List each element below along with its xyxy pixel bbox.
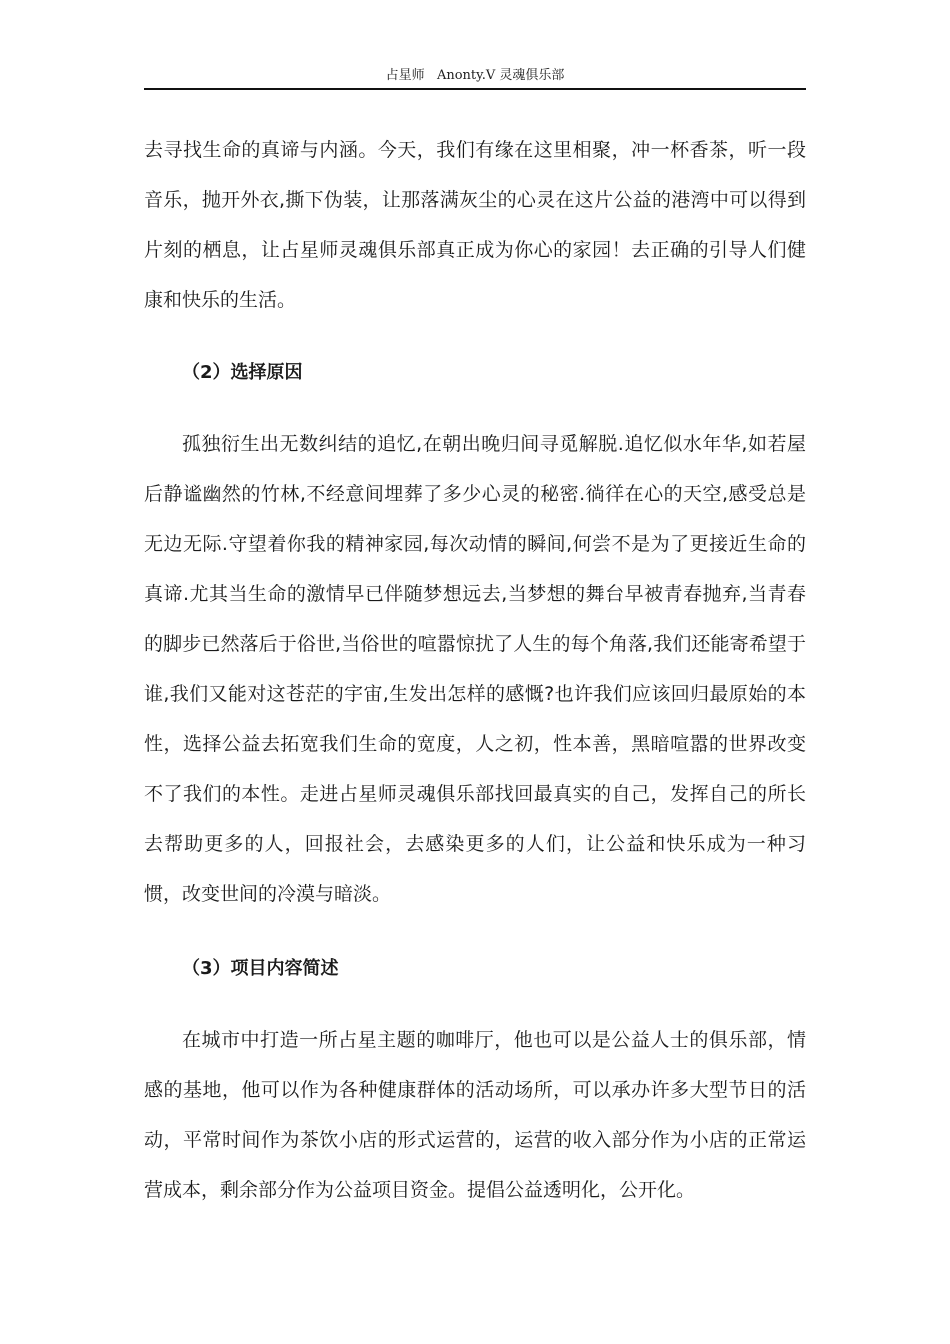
document-body <box>144 125 806 1215</box>
paragraph-reasons: 孤独衍生出无数纠结的追忆,在朝出晚归间寻觅解脱.追忆似水年华,如若屋后静谧幽然的竹林,不经意间埋葬了多少心灵的秘密.徜徉在心的天空,感受总是无边无际.守望着你我的精神家园,每次动情的瞬间,何尝不是为了更接近生命的真谛.尤其当生命的激情早已伴随梦想远去,当梦想的舞台早被青春抛弃,当青春的脚步已然落后于俗世,当俗世的喧嚣惊扰了人生的每个角落,我们还能寄希望于谁,我们又能对这苍茫的宇宙,生发出怎样的感慨?也许我们应该回归最原始的本性，选择公益去拓宽我们生命的宽度，人之初，性本善，黑暗喧嚣的世界改变不了我们的本性。走进占星师灵魂俱乐部找回最真实的自己，发挥自己的所长去帮助更多的人，回报社会，去感染更多的人们，让公益和快乐成为一种习惯，改变世间的冷漠与暗淡。 <box>144 433 806 905</box>
paragraph-project-summary: 在城市中打造一所占星主题的咖啡厅，他也可以是公益人士的俱乐部，情感的基地，他可以作为各种健康群体的活动场所，可以承办许多大型节日的活动，平常时间作为茶饮小店的形式运营的，运营的收入部分作为小店的正常运营成本，剩余部分作为公益项目资金。提倡公益透明化，公开化。 <box>144 1029 806 1201</box>
paragraph-intro-continuation: 去寻找生命的真谛与内涵。今天，我们有缘在这里相聚，冲一杯香茶，听一段音乐，抛开外衣,撕下伪装，让那落满灰尘的心灵在这片公益的港湾中可以得到片刻的栖息，让占星师灵魂俱乐部真正成为你心的家园！去正确的引导人们健康和快乐的生活。 <box>144 139 806 311</box>
section-heading-project-summary: （3）项目内容简述 <box>182 958 339 979</box>
page-header: 占星师 Anonty.V 灵魂俱乐部 <box>144 66 806 90</box>
section-heading-reasons: （2）选择原因 <box>182 362 303 383</box>
